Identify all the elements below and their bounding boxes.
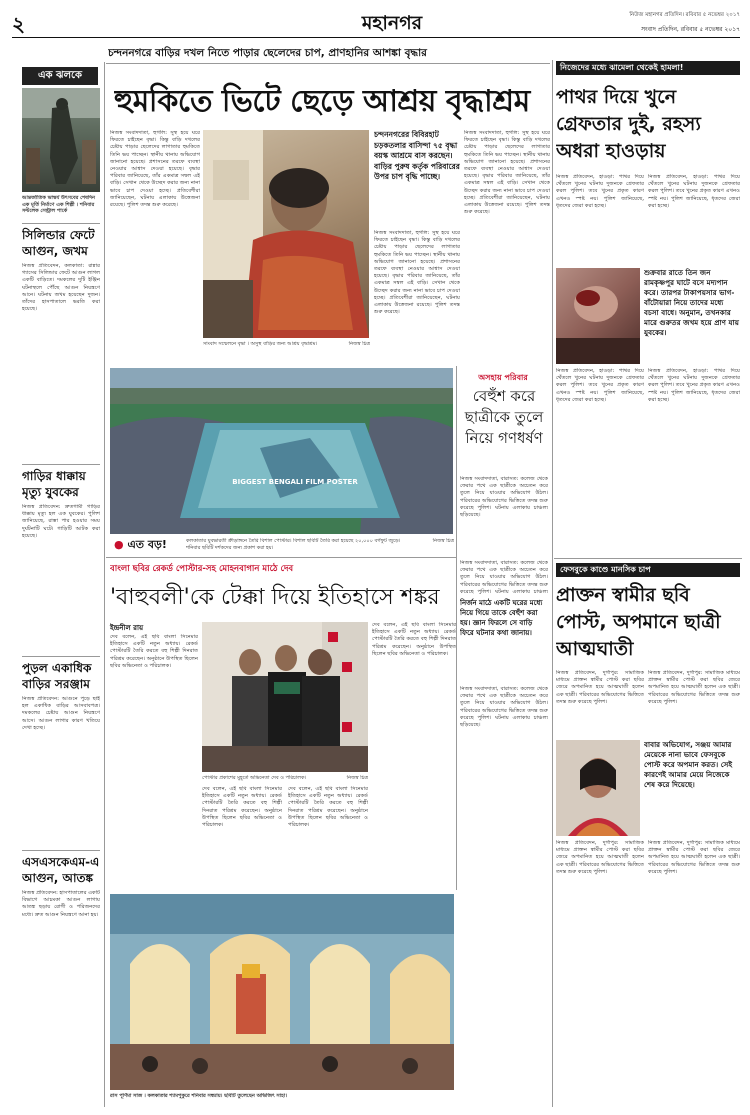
middle-sub: নির্জন মাঠে একটি ঘরের মধ্যে নিয়ে গিয়ে তাকে বেহুঁশ করা হয়। জ্ঞান ফিরলে সে বাড়ি ফিরে ঘটনার কথা জানায়। [460,599,543,637]
stadium-tag-text: এত বড়! [127,538,167,551]
right-body: নিজস্ব প্রতিবেদন, হাওড়া: পাথর দিয়ে থেঁতলে খুনের ঘটনায় দুজনকে গ্রেফতার করল পুলিশ। তবে খুনের প্রকৃত কারণ এখনও স্পষ্ট নয়। পুলিশ জানিয়েছে, ধৃতদের জেরা করা হচ্ছে। [556,174,644,209]
right-body-more2: নিজস্ব প্রতিবেদন, হাওড়া: পাথর দিয়ে থেঁতলে খুনের ঘটনায় দুজনকে গ্রেফতার করল পুলিশ। তবে খুনের প্রকৃত কারণ এখনও স্পষ্ট নয়। পুলিশ জানিয়েছে, ধৃতদের জেরা করা হচ্ছে। [648,368,740,403]
bahubali-byline: ইন্দ্রনীল রায় [110,624,144,632]
facebook-body: নিজস্ব প্রতিবেদন, দুর্গাপুর: সামাজিক মাধ্যমে প্রাক্তন স্বামীর পোস্ট করা ছবির জেরে অপমানিত হয়ে আত্মঘাতী হলেন এক ছাত্রী। পরিবারের অভিযোগের ভিত্তিতে তদন্ত শুরু করেছে পুলিশ। [556,670,644,705]
bahubali-body-cont2: দেব বলেন, এই ছবি বাংলা সিনেমার ইতিহাসে একটি নতুন অধ্যায়। রেকর্ড পোস্টারটি তৈরি করতে বহু শিল্পী দিনরাত পরিশ্রম করেছেন। অনুষ্ঠানে উপস্থিত ছিলেন ছবির অভিনেতা ও পরিচালক। [288,786,368,829]
edition-date: সংবাদ প্রতিদিন, রবিবার ৫ নভেম্বর ২০১৭ [641,26,740,33]
elderly-woman-photo [203,130,369,338]
middle-body-cont2: নিজস্ব সংবাদদাতা, বারাসত: কলেজ থেকে ফেরার পথে এক ছাত্রীকে অচেতন করে তুলে নিয়ে যাওয়ার অভিযোগ উঠল। পরিবারের অভিযোগের ভিত্তিতে তদন্ত শুরু করেছে পুলিশ। ঘটনায় এলাকায় চাঞ্চল্য [460,560,548,594]
temple-decoration-icon [110,894,454,1090]
main-headline: হুমকিতে ভিটে ছেড়ে আশ্রয় বৃদ্ধাশ্রম [114,84,530,119]
facebook-body-more: নিজস্ব প্রতিবেদন, দুর্গাপুর: সামাজিক মাধ্যমে প্রাক্তন স্বামীর পোস্ট করা ছবির জেরে অপমানিত হয়ে আত্মঘাতী হলেন এক ছাত্রী। পরিবারের অভিযোগের ভিত্তিতে তদন্ত শুরু করেছে পুলিশ। [556,840,644,875]
bahubali-body-cont: দেব বলেন, এই ছবি বাংলা সিনেমার ইতিহাসে একটি নতুন অধ্যায়। রেকর্ড পোস্টারটি তৈরি করতে বহু শিল্পী দিনরাত পরিশ্রম করেছেন। অনুষ্ঠানে উপস্থিত ছিলেন ছবির অভিনেতা ও পরিচালক। [202,786,282,829]
temple-caption: রাস পূর্ণিমা সাজ । কলকাতার শ্যামপুকুরে শনিবার সন্ধ্যায়। ছবিটি তুলেছেন অভিজিৎ সাহা। [110,1093,287,1099]
right-photo-caption: শুক্রবার রাতে তিন জন রামকৃষ্ণপুর ঘাটে বসে মদ্যপান করে। তারপর টাকাপয়সার ভাগ-বাঁটোয়ারা নিয়ে তাদের মধ্যে বচসা বাধে। অনুমান, তখনকার মারে গুরুতর জখম হয়ে প্রাণ যায় যুবকের। [644,268,739,337]
middle-kicker: অসহায় পরিবার [478,373,528,382]
film-photo-credit: নিজস্ব চিত্র [346,775,368,781]
right-body-cont: নিজস্ব প্রতিবেদন, হাওড়া: পাথর দিয়ে থেঁতলে খুনের ঘটনায় দুজনকে গ্রেফতার করল পুলিশ। তবে খুনের প্রকৃত কারণ এখনও স্পষ্ট নয়। পুলিশ জানিয়েছে, ধৃতদের জেরা করা হচ্ছে। [648,174,740,209]
middle-body: নিজস্ব সংবাদদাতা, বারাসত: কলেজ থেকে ফেরার পথে এক ছাত্রীকে অচেতন করে তুলে নিয়ে যাওয়ার অভিযোগ উঠল। পরিবারের অভিযোগের ভিত্তিতে তদন্ত শুরু করেছে পুলিশ। ঘটনায় এলাকায় চাঞ্চল্য ছড়িয়েছে। [460,476,548,519]
story-body: নিজস্ব প্রতিবেদন: হাসপাতালের একটি বিভাগে আচমকা আগুন লাগায় আতঙ্ক ছড়ায় রোগী ও পরিজনদের মধ্যে। দ্রুত আগুন নিয়ন্ত্রণে আনা হয়। [22,890,100,918]
facebook-body-more2: নিজস্ব প্রতিবেদন, দুর্গাপুর: সামাজিক মাধ্যমে প্রাক্তন স্বামীর পোস্ট করা ছবির জেরে অপমানিত হয়ে আত্মঘাতী হলেন এক ছাত্রী। পরিবারের অভিযোগের ভিত্তিতে তদন্ত শুরু করেছে পুলিশ। [648,840,740,875]
film-photo-caption: পোস্টার প্রকাশের মুহূর্তে অভিনেতা দেব ও পরিচালক। [202,775,307,781]
stadium-caption: কলকাতার যুবভারতী ক্রীড়াঙ্গনে তৈরি বিশাল পোস্টার। বিশাল ছবিটি তৈরি করা হয়েছে ২০,০০০ বর্গফুট জুড়ে। শনিবার ছবিটি দর্শকদের জন্য প্রকাশ করা হয়। [186,538,401,551]
stadium-credit: নিজস্ব চিত্র [432,538,454,544]
bahubali-kicker: বাংলা ছবির রেকর্ড পোস্টার-সহ মোহনবাগান মাঠে দেব [110,564,294,574]
sculpture-photo [22,88,100,192]
right-kicker: নিজেদের মধ্যে ঝামেলা থেকেই হামলা! [556,61,740,75]
edition-line: নিউজ মহানগর প্রতিদিন। রবিবার ৫ নভেম্বর ২০১৭ [629,12,740,18]
sculpture-icon [22,88,100,192]
bullet-icon: ● [114,538,128,551]
bahubali-body-cont3: দেব বলেন, এই ছবি বাংলা সিনেমার ইতিহাসে একটি নতুন অধ্যায়। রেকর্ড পোস্টারটি তৈরি করতে বহু শিল্পী দিনরাত পরিশ্রম করেছেন। অনুষ্ঠানে উপস্থিত ছিলেন ছবির অভিনেতা ও পরিচালক। [372,622,456,657]
story-body: নিজস্ব প্রতিবেদন: আগুনে পুড়ে ছাই হল একাধিক বাড়ির আসবাবপত্র। দমকলের চেষ্টায় আগুন নিয়ন্ত্রণে আসে। আগুন লাগার কারণ খতিয়ে দেখা হচ্ছে। [22,696,100,731]
story-headline: গাড়ির ধাক্কায় মৃত্যু যুবকের [22,469,86,499]
sculpture-caption: আন্তর্জাতিক ভাস্কর্য উৎসবের শেষদিন এক মূর্তি নির্মাণে এক শিল্পী । শনিবার সল্টলেক সেন্ট্রাল পার্কে [22,195,95,214]
main-story-body-cont: নিজস্ব সংবাদদাতা, হুগলি: সুস্থ হয়ে ঘরে ফিরতে চাইছেন বৃদ্ধা। কিন্তু বাড়ি দখলের চেষ্টায় পাড়ার ছেলেদের লাগাতার হুমকিতে তিনি ভয় পাচ্ছেন। স্থানীয় থানায় অভিযোগ জানানো হয়েছে। প্রশাসনের তরফে ব্যবস্থা নেওয়ার আশ্বাস দেওয়া হয়েছে। বৃদ্ধার পরিবার জানিয়েছে, তাঁর একমাত্র সম্বল এই বাড়ি। সেখান থেকে উচ্ছেদ করার জন্য নানা ভাবে চাপ দেওয়া হচ্ছে। প্রতিবেশীরা জানিয়েছেন, ঘটনায় এলাকায় উত্তেজনা রয়েছে। পুলিশ তদন্ত শুরু করেছে। [374,230,460,316]
victim-photo [556,268,640,364]
story-headline: সিলিন্ডার ফেটে আগুন, জখম [22,228,95,258]
right-body-more: নিজস্ব প্রতিবেদন, হাওড়া: পাথর দিয়ে থেঁতলে খুনের ঘটনায় দুজনকে গ্রেফতার করল পুলিশ। তবে খুনের প্রকৃত কারণ এখনও স্পষ্ট নয়। পুলিশ জানিয়েছে, ধৃতদের জেরা করা হচ্ছে। [556,368,644,403]
bahubali-body: দেব বলেন, এই ছবি বাংলা সিনেমার ইতিহাসে একটি নতুন অধ্যায়। রেকর্ড পোস্টারটি তৈরি করতে বহু শিল্পী দিনরাত পরিশ্রম করেছেন। অনুষ্ঠানে উপস্থিত ছিলেন ছবির অভিনেতা ও পরিচালক। [110,634,198,669]
masthead [12,8,740,38]
main-photo-caption: সাংবাদ সম্মেলনে বৃদ্ধা । অসুস্থ বাড়ির জন্য আশ্রয় বৃদ্ধাশ্রম। [203,341,318,347]
portrait-icon [556,740,640,836]
facebook-body-cont: নিজস্ব প্রতিবেদন, দুর্গাপুর: সামাজিক মাধ্যমে প্রাক্তন স্বামীর পোস্ট করা ছবির জেরে অপমানিত হয়ে আত্মঘাতী হলেন এক ছাত্রী। পরিবারের অভিযোগের ভিত্তিতে তদন্ত শুরু করেছে পুলিশ। [648,670,740,705]
elderly-woman-icon [203,130,369,338]
top-banner-kicker: চন্দননগরে বাড়ির দখল নিতে পাড়ার ছেলেদের চাপ, প্রাণহানির আশঙ্কা বৃদ্ধার [108,47,427,59]
story-headline: এসএসকেএম-এ আগুন, আতঙ্ক [22,855,100,885]
main-story-body: নিজস্ব সংবাদদাতা, হুগলি: সুস্থ হয়ে ঘরে ফিরতে চাইছেন বৃদ্ধা। কিন্তু বাড়ি দখলের চেষ্টায় পাড়ার ছেলেদের লাগাতার হুমকিতে তিনি ভয় পাচ্ছেন। স্থানীয় থানায় অভিযোগ জানানো হয়েছে। প্রশাসনের তরফে ব্যবস্থা নেওয়ার আশ্বাস দেওয়া হয়েছে। বৃদ্ধার পরিবার জানিয়েছে, তাঁর একমাত্র সম্বল এই বাড়ি। সেখান থেকে উচ্ছেদ করার জন্য নানা ভাবে চাপ দেওয়া হচ্ছে। প্রতিবেশীরা জানিয়েছেন, ঘটনায় এলাকায় উত্তেজনা রয়েছে। পুলিশ তদন্ত শুরু করেছে। [110,130,200,209]
ek-jholoke-label: এক ঝলকে [22,67,98,85]
student-photo [556,740,640,836]
story-headline: পুড়ল একাধিক বাড়ির সরঞ্জাম [22,661,92,691]
middle-headline: বেহুঁশ করে ছাত্রীকে তুলে নিয়ে গণধর্ষণ [464,387,544,447]
stadium-aerial-icon [110,368,453,534]
main-story-lead: চন্দননগরের বিবিরহাট চড়কতলার বাসিন্দা ৭৫ বৃদ্ধা বয়স্ক আশ্রমে বাস করছেন। বাড়ির পুরুষ কর্তৃক পরিবারের উপর চাপ বৃদ্ধি পাচ্ছে। [374,130,460,181]
poster-text: BIGGEST BENGALI FILM POSTER [232,478,358,486]
temple-photo [110,894,454,1090]
main-story-body-cont2: নিজস্ব সংবাদদাতা, হুগলি: সুস্থ হয়ে ঘরে ফিরতে চাইছেন বৃদ্ধা। কিন্তু বাড়ি দখলের চেষ্টায় পাড়ার ছেলেদের লাগাতার হুমকিতে তিনি ভয় পাচ্ছেন। স্থানীয় থানায় অভিযোগ জানানো হয়েছে। প্রশাসনের তরফে ব্যবস্থা নেওয়ার আশ্বাস দেওয়া হয়েছে। বৃদ্ধার পরিবার জানিয়েছে, তাঁর একমাত্র সম্বল এই বাড়ি। সেখান থেকে উচ্ছেদ করার জন্য নানা ভাবে চাপ দেওয়া হচ্ছে। প্রতিবেশীরা জানিয়েছেন, ঘটনায় এলাকায় উত্তেজনা রয়েছে। পুলিশ তদন্ত শুরু করেছে। [464,130,550,216]
page-number: ২ [12,12,26,36]
middle-body-cont: নিজস্ব সংবাদদাতা, বারাসত: কলেজ থেকে ফেরার পথে এক ছাত্রীকে অচেতন করে তুলে নিয়ে যাওয়ার অভিযোগ উঠল। পরিবারের অভিযোগের ভিত্তিতে তদন্ত শুরু করেছে পুলিশ। ঘটনায় এলাকায় চাঞ্চল্য ছড়িয়েছে। [460,686,548,729]
film-event-photo [202,622,368,772]
facebook-headline: প্রাক্তন স্বামীর ছবি পোস্ট, অপমানে ছাত্রী আত্মঘাতী [556,584,721,660]
main-photo-credit: নিজস্ব চিত্র [348,341,370,347]
stadium-tag [114,538,184,552]
section-title: মহানগর [361,12,423,34]
right-headline: পাথর দিয়ে খুনে গ্রেফতার দুই, রহস্য অধরা হাওড়ায় [556,86,701,162]
bahubali-headline: 'বাহুবলী'কে টেক্কা দিয়ে ইতিহাসে শঙ্কর [110,585,440,610]
story-body: নিজস্ব প্রতিবেদন: দ্রুতগামী গাড়ির ধাক্কায় মৃত্যু হল এক যুবকের। পুলিশ জানিয়েছে, রাস্তা পার হওয়ার সময় দুর্ঘটনাটি ঘটে। গাড়িটি আটক করা হয়েছে। [22,504,100,539]
injured-person-icon [556,268,640,364]
story-body: নিজস্ব প্রতিবেদন, কলকাতা: রান্নার গ্যাসের সিলিন্ডার ফেটে আগুন লাগল একটি বাড়িতে। দমকলের দুটি ইঞ্জিন ঘটনাস্থলে পৌঁছে আগুন নিয়ন্ত্রণে আনে। ঘটনায় জখম হয়েছেন দুজন। তাঁদের হাসপাতালে ভরতি করা হয়েছে। [22,263,100,313]
stadium-photo [110,368,453,534]
facebook-kicker: ফেসবুকে কাণ্ডে মানসিক চাপ [556,563,740,577]
facebook-quote: বাবার অভিযোগ, সঞ্জয় আমার মেয়েকে নানা ভাবে ফেসবুকে পোস্ট করে অপমান করত। সেই কারণেই আমার মেয়ে নিজেকে শেষ করে দিয়েছে। [644,740,733,789]
film-event-icon [202,622,368,772]
